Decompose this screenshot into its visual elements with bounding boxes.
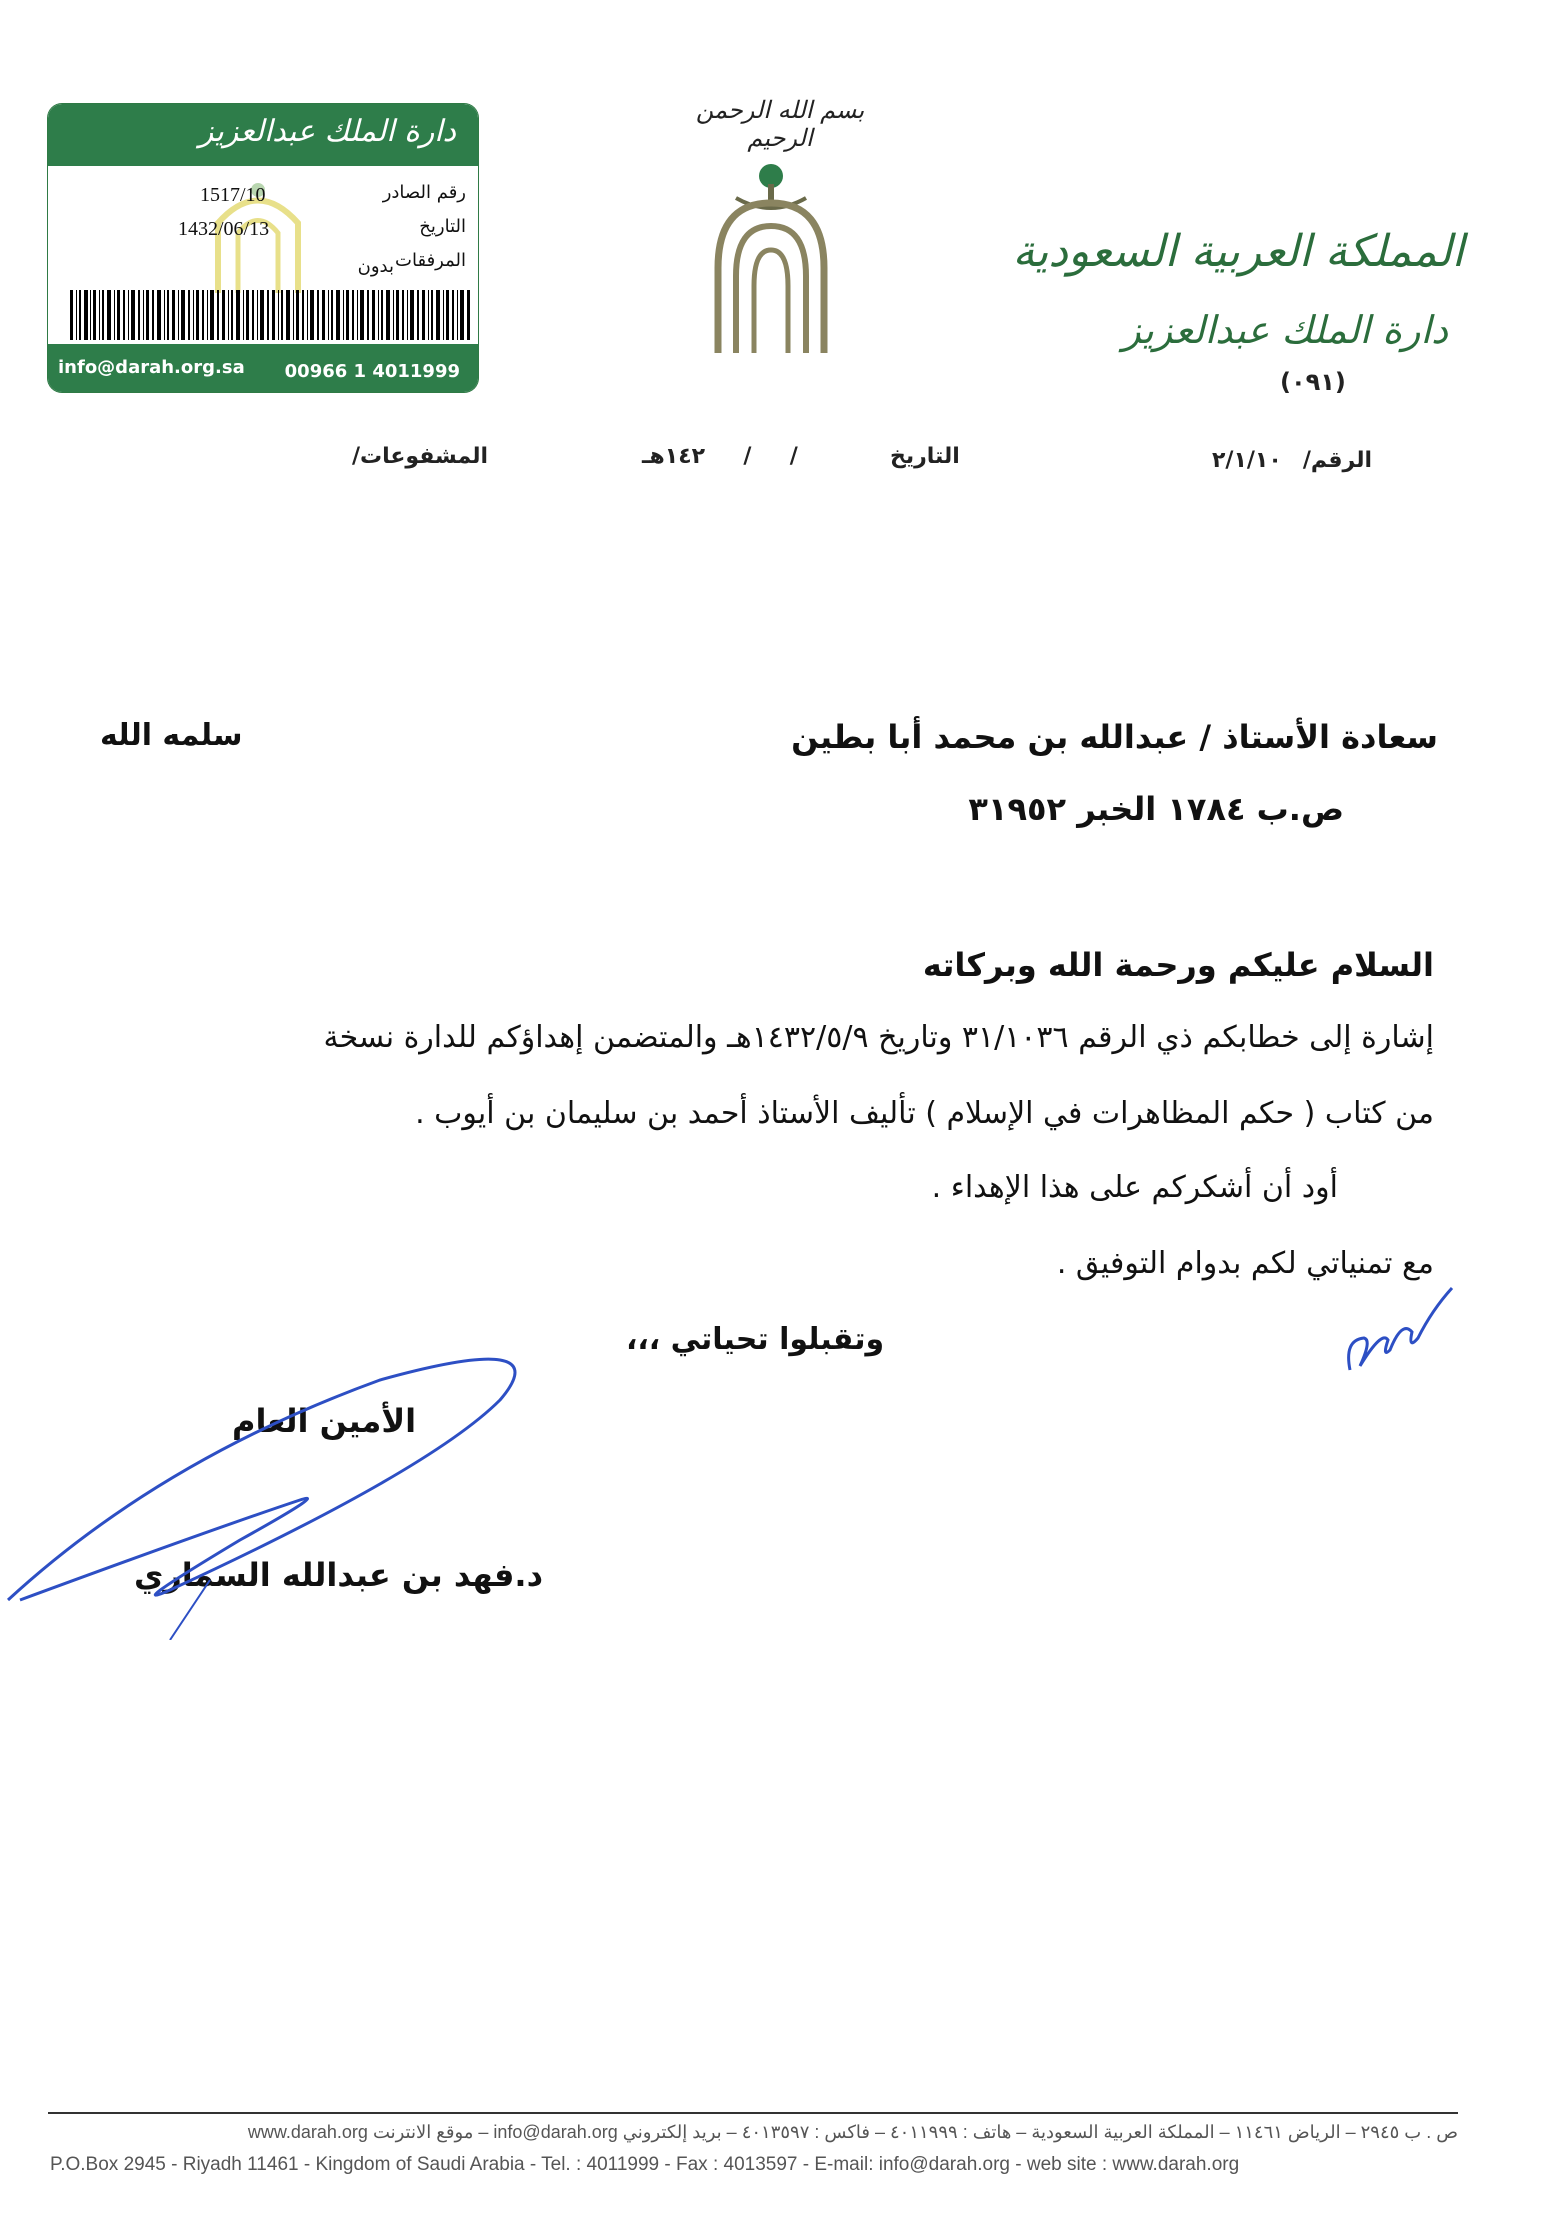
recipient-greeting: سلمه الله	[100, 718, 243, 753]
body-line-1: إشارة إلى خطابكم ذي الرقم ٣١/١٠٣٦ وتاريخ ١٤٣٢/٥/٩هـ والمتضمن إهداؤكم للدارة نسخة	[323, 1020, 1434, 1055]
incoming-stamp	[48, 104, 478, 392]
barcode-icon	[70, 290, 470, 340]
stamp-ref-label: رقم الصادر	[382, 182, 466, 203]
stamp-date-label: التاريخ	[419, 216, 466, 237]
closing: وتقبلوا تحياتي ،،،	[626, 1322, 885, 1357]
stamp-phone: 00966 1 4011999	[284, 361, 460, 382]
stamp-date-value: 1432/06/13	[178, 218, 270, 240]
logo-text	[710, 362, 712, 363]
footer-rule	[48, 2112, 1458, 2114]
signature-icon	[0, 1340, 560, 1640]
footer-arabic: ص . ب ٢٩٤٥ – الرياض ١١٤٦١ – المملكة العربية السعودية – هاتف : ٤٠١١٩٩٩ – فاكس : ٤٠١٣٥٩٧ – بريد إلكتروني info@darah.org – موقع الانترنت www.darah.org	[247, 2122, 1458, 2142]
kingdom-name: المملكة العربية السعودية	[1012, 226, 1464, 277]
body-line-2: من كتاب ( حكم المظاهرات في الإسلام ) تأليف الأستاذ أحمد بن سليمان بن أيوب .	[415, 1096, 1434, 1131]
salutation: السلام عليكم ورحمة الله وبركاته	[922, 946, 1434, 984]
stamp-ref-value: 1517/10	[200, 184, 266, 206]
number-value: ٢/١/١٠	[1212, 448, 1282, 473]
stamp-attach-value: بدون	[357, 256, 394, 277]
recipient-address: ص.ب ١٧٨٤ الخبر ٣١٩٥٢	[968, 790, 1344, 828]
header-code: (٠٩١)	[1280, 368, 1346, 396]
date-label: التاريخ	[890, 444, 960, 469]
signatory-title: الأمين العام	[232, 1402, 417, 1440]
date-value: / / ١٤٢هـ	[642, 444, 798, 469]
signatory-name: د.فهد بن عبدالله السماري	[134, 1556, 543, 1594]
body-line-4: مع تمنياتي لكم بدوام التوفيق .	[1056, 1246, 1434, 1281]
stamp-org-name: دارة الملك عبدالعزيز	[198, 114, 456, 149]
attachments-label: المشفوعات/	[352, 444, 488, 469]
stamp-email: info@darah.org.sa	[58, 357, 245, 378]
initials-signature-icon	[1342, 1280, 1462, 1380]
header-org-name: دارة الملك عبدالعزيز	[1122, 308, 1448, 352]
basmala: بسم الله الرحمن الرحيم	[695, 96, 865, 152]
darah-logo-icon	[706, 158, 836, 358]
footer-english: P.O.Box 2945 - Riyadh 11461 - Kingdom of Saudi Arabia - Tel. : 4011999 - Fax : 4013597 - E-mail: info@darah.org - web site : www.darah.org	[50, 2154, 1240, 2175]
recipient: سعادة الأستاذ / عبدالله بن محمد أبا بطين	[791, 718, 1438, 756]
stamp-attach-label: المرفقات	[395, 250, 466, 271]
number-label: الرقم/	[1302, 448, 1372, 473]
body-line-3: أود أن أشكركم على هذا الإهداء .	[931, 1170, 1338, 1205]
